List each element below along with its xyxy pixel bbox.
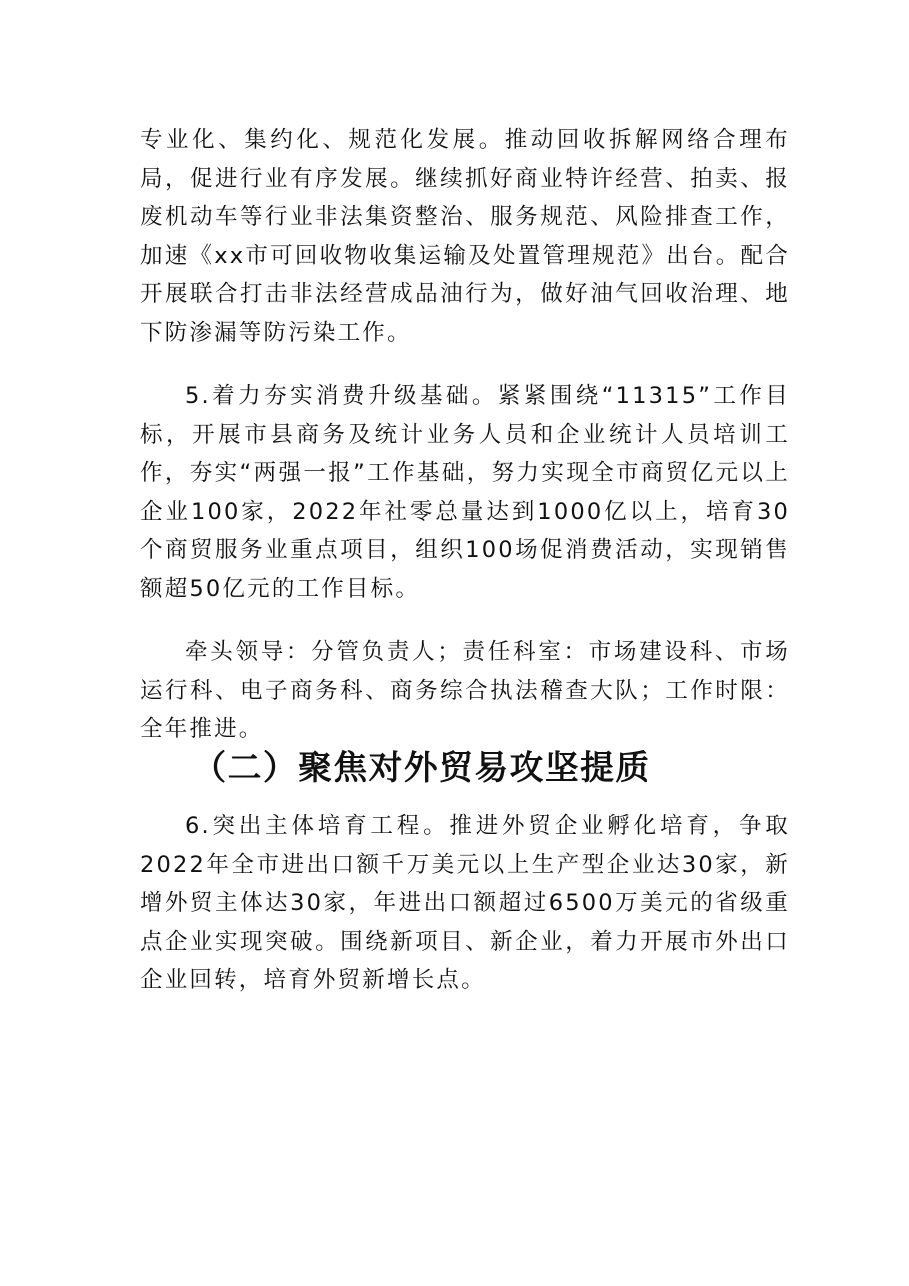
section-heading-foreign-trade: （二）聚焦对外贸易攻坚提质 xyxy=(192,747,651,787)
paragraph-responsibility: 牵头领导：分管负责人；责任科室：市场建设科、市场运行科、电子商务科、商务综合执法稽查大队；工作时限：全年推进。 xyxy=(140,639,790,742)
paragraph-consumption-upgrade: 5.着力夯实消费升级基础。紧紧围绕“11315”工作目标，开展市县商务及统计业务人员和企业统计人员培训工作，夯实“两强一报”工作基础，努力实现全市商贸亿元以上企业100家，2022年社零总量达到1000亿以上，培育30个商贸服务业重点项目，组织100场促消费活动，实现销售额超50亿元的工作目标。 xyxy=(140,383,790,602)
document-body xyxy=(140,121,790,1000)
paragraph-entity-cultivation: 6.突出主体培育工程。推进外贸企业孵化培育，争取2022年全市进出口额千万美元以上生产型企业达30家，新增外贸主体达30家，年进出口额超过6500万美元的省级重点企业实现突破。围绕新项目、新企业，着力开展市外出口企业回转，培育外贸新增长点。 xyxy=(140,813,790,993)
paragraph-recycling-regulation: 专业化、集约化、规范化发展。推动回收拆解网络合理布局，促进行业有序发展。继续抓好商业特许经营、拍卖、报废机动车等行业非法集资整治、服务规范、风险排查工作，加速《xx市可回收物收集运输及处置管理规范》出台。配合开展联合打击非法经营成品油行为，做好油气回收治理、地下防渗漏等防污染工作。 xyxy=(140,127,790,346)
